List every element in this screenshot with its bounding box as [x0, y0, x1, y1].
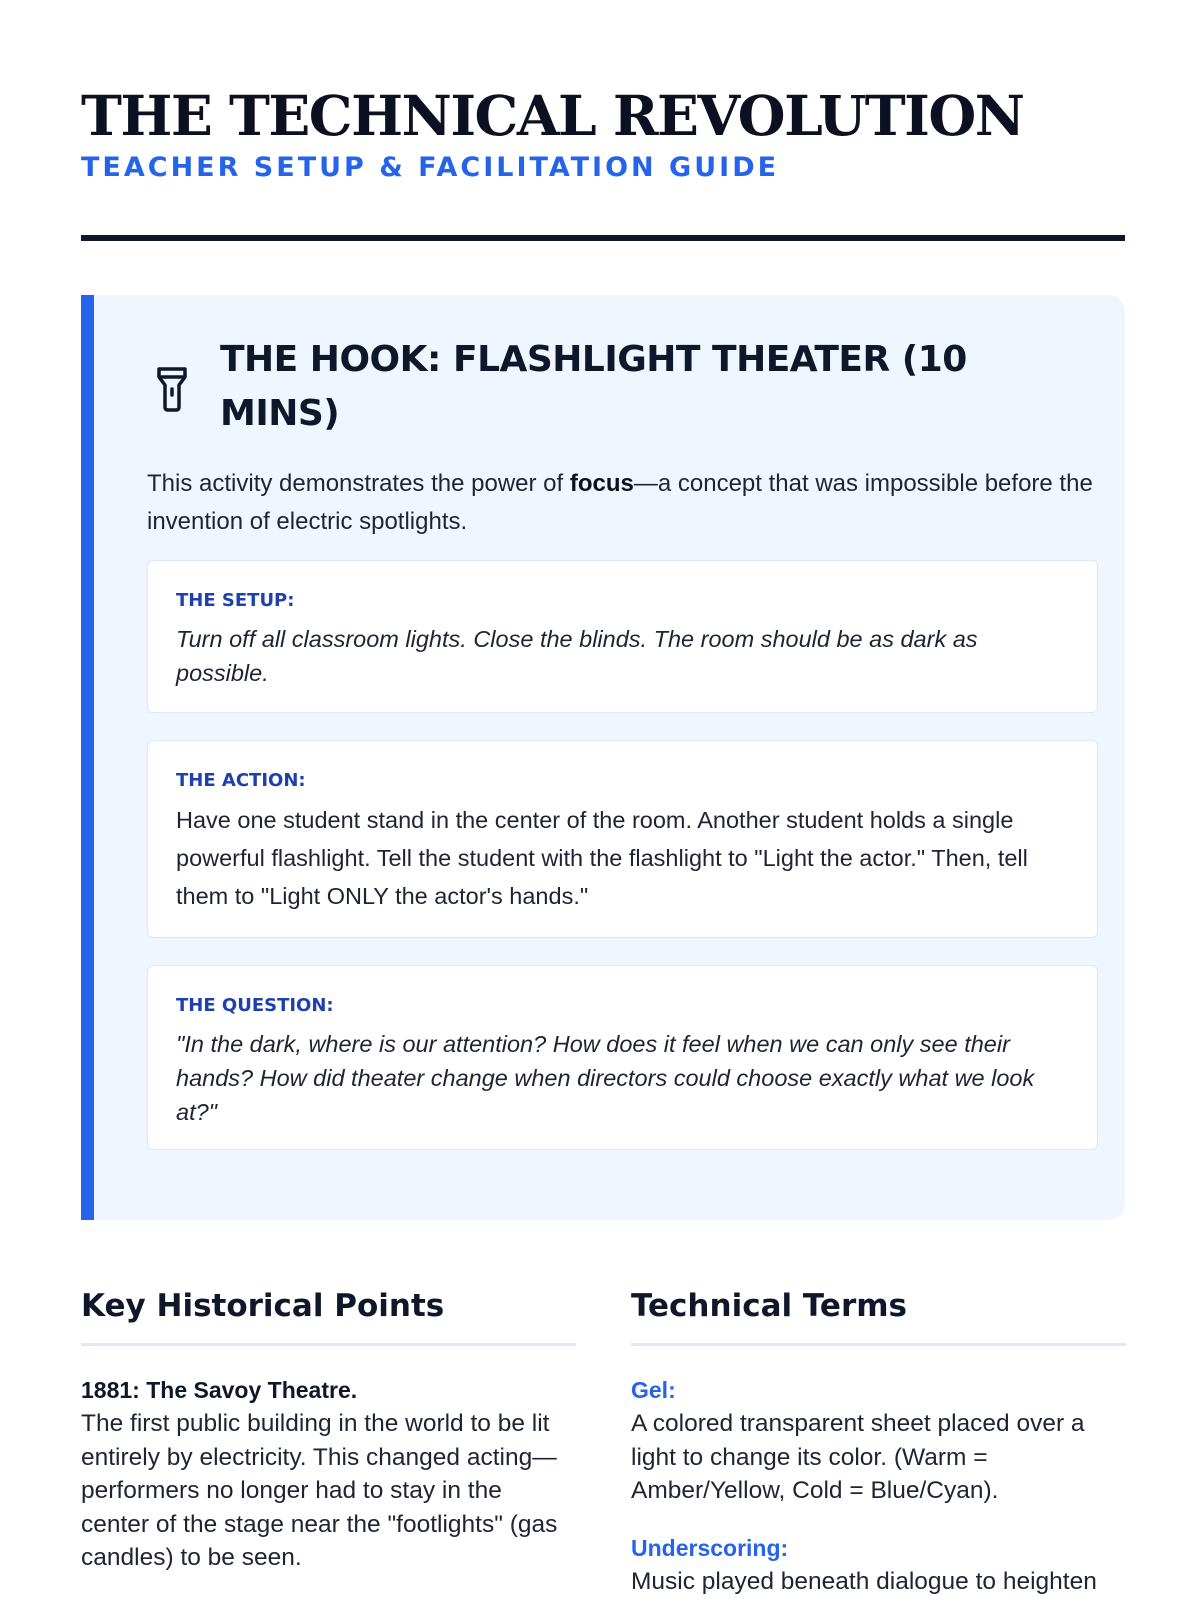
title-divider	[81, 235, 1125, 241]
term-name: Gel:	[631, 1377, 676, 1403]
document-subtitle: TEACHER SETUP & FACILITATION GUIDE	[81, 152, 780, 183]
setup-step-card	[147, 560, 1098, 713]
question-step-text: "In the dark, where is our attention? How does it feel when we can only see their hands? How did theater change when directors could choose exactly what we look at?"	[176, 1031, 1035, 1125]
term-definition: A colored transparent sheet placed over a light to change its color. (Warm = Amber/Yellow, Cold = Blue/Cyan).	[631, 1410, 1085, 1504]
historical-point-text: The first public building in the world to be lit entirely by electricity. This changed acting—performers no longer had to stay in the center of the stage near the "footlights" (gas candles) to be seen.	[81, 1410, 558, 1571]
historical-point	[81, 1374, 576, 1575]
action-step-text: Have one student stand in the center of the room. Another student holds a single powerful flashlight. Tell the student with the flashlight to "Light the actor." Then, tell them to "Light ONLY the actor's hands."	[176, 807, 1028, 909]
historical-points-divider	[81, 1343, 576, 1346]
historical-point-title: 1881: The Savoy Theatre.	[81, 1377, 358, 1403]
setup-step-label: THE SETUP:	[176, 590, 295, 611]
hook-intro-emphasis: focus	[569, 470, 634, 497]
document-title: THE TECHNICAL REVOLUTION	[81, 83, 1024, 148]
technical-terms-list	[631, 1374, 1126, 1598]
term-item-underscoring	[631, 1532, 1126, 1599]
technical-terms-divider	[631, 1343, 1126, 1346]
term-definition: Music played beneath dialogue to heighten	[631, 1567, 1097, 1595]
setup-step-text: Turn off all classroom lights. Close the blinds. The room should be as dark as possible.	[176, 626, 978, 686]
action-step-label: THE ACTION:	[176, 770, 306, 791]
hook-intro-end: —a concept that was impossible before the invention of electric spotlights.	[147, 470, 1093, 535]
question-step-card	[147, 965, 1098, 1150]
historical-points-list	[81, 1374, 576, 1575]
hook-title: THE HOOK: FLASHLIGHT THEATER (10 MINS)	[220, 339, 967, 434]
historical-points-section	[81, 1286, 576, 1575]
hook-intro-start: This activity demonstrates the power of	[147, 470, 570, 497]
historical-points-heading: Key Historical Points	[81, 1288, 445, 1324]
technical-terms-section	[631, 1286, 1126, 1622]
action-step-card	[147, 740, 1098, 938]
question-step-label: THE QUESTION:	[176, 995, 334, 1016]
hook-card	[81, 295, 1125, 1220]
hook-intro	[147, 465, 1097, 541]
term-name: Underscoring:	[631, 1534, 789, 1561]
term-item-gel	[631, 1374, 1126, 1508]
flashlight-icon	[154, 363, 190, 413]
technical-terms-heading: Technical Terms	[631, 1288, 908, 1324]
